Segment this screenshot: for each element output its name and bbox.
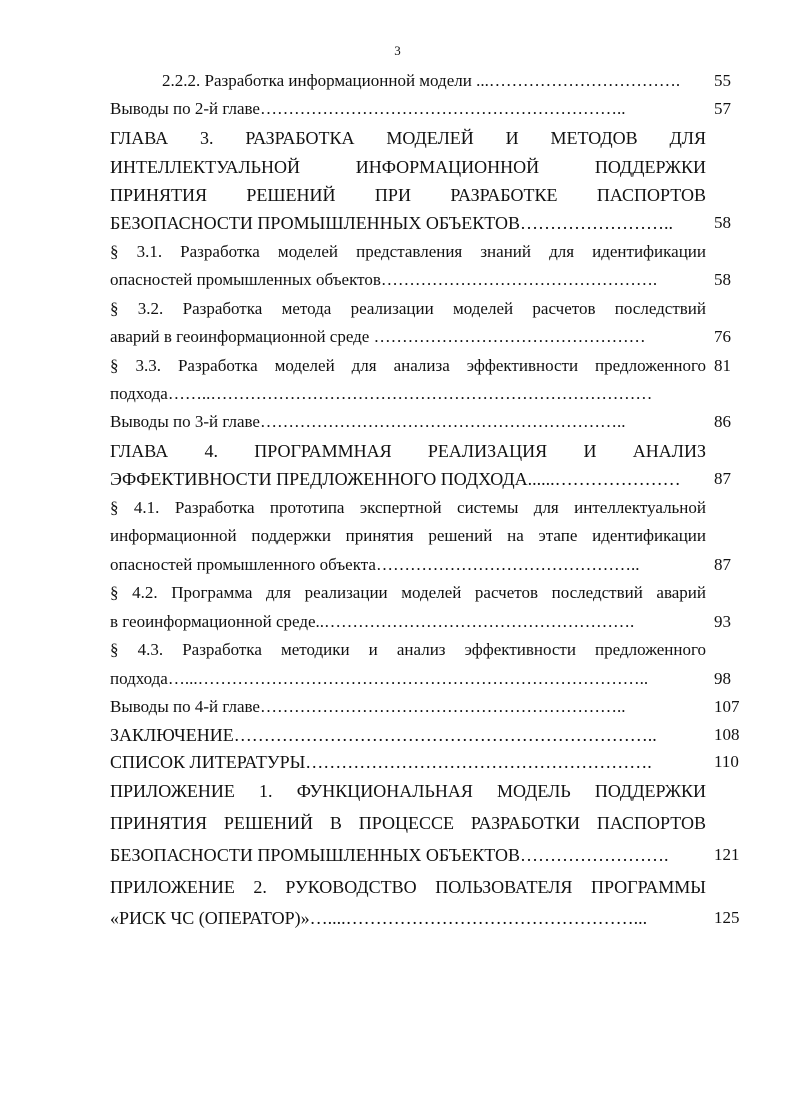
toc-page-number: 98 <box>714 669 731 688</box>
toc-appendix-2-title-line: ПРИЛОЖЕНИЕ 2. РУКОВОДСТВО ПОЛЬЗОВАТЕЛЯ ПРОГРАММЫ <box>110 877 706 897</box>
toc-page-number: 108 <box>714 725 740 744</box>
toc-page-number: 76 <box>714 327 731 346</box>
toc-entry-3-3: § 3.3. Разработка моделей для анализа эффективности предложенного <box>110 356 706 375</box>
toc-entry-4-3-cont: подхода…...…………………………………………………………………….. <box>110 669 649 688</box>
toc-entry-conclusions-ch2: Выводы по 2-й главе……………………………………………………….. <box>110 99 626 118</box>
toc-entry-3-3-cont: подхода……..…………………………………………………………………… <box>110 384 653 403</box>
toc-chapter-3-title-line: БЕЗОПАСНОСТИ ПРОМЫШЛЕННЫХ ОБЪЕКТОВ…………………….. <box>110 213 674 233</box>
toc-page-number: 107 <box>714 697 740 716</box>
toc-page-number: 110 <box>714 752 739 771</box>
page-number: 3 <box>394 43 401 58</box>
toc-page-number: 81 <box>714 356 731 375</box>
toc-entry-4-3: § 4.3. Разработка методики и анализ эффективности предложенного <box>110 640 706 659</box>
toc-page-number: 121 <box>714 845 740 864</box>
toc-entry-4-2-cont: в геоинформационной среде..………………………………………………. <box>110 612 635 631</box>
toc-entry-4-1-cont: опасностей промышленного объекта……………………………………….. <box>110 555 640 574</box>
toc-entry-4-2: § 4.2. Программа для реализации моделей расчетов последствий аварий <box>110 583 706 602</box>
toc-page-number: 55 <box>714 71 731 90</box>
toc-entry-3-2-cont: аварий в геоинформационной среде ………………………………………… <box>110 327 646 346</box>
toc-entry-conclusion: ЗАКЛЮЧЕНИЕ…………………………………………………………….. <box>110 725 657 745</box>
toc-entry-4-1-cont: информационной поддержки принятия решений на этапе идентификации <box>110 526 706 545</box>
toc-entry-conclusions-ch3: Выводы по 3-й главе……………………………………………………….. <box>110 412 626 431</box>
toc-chapter-4-title-line: ЭФФЕКТИВНОСТИ ПРЕДЛОЖЕННОГО ПОДХОДА......………………… <box>110 469 681 489</box>
toc-entry-3-1-cont: опасностей промышленных объектов…………………………………………. <box>110 270 658 289</box>
toc-appendix-2-title-line: «РИСК ЧС (ОПЕРАТОР)»…....…………………………………………... <box>110 908 648 928</box>
toc-page-number: 87 <box>714 469 731 488</box>
toc-entry-3-1: § 3.1. Разработка моделей представления знаний для идентификации <box>110 242 706 261</box>
toc-page-number: 86 <box>714 412 731 431</box>
toc-page-number: 58 <box>714 270 731 289</box>
toc-appendix-1-title-line: ПРИНЯТИЯ РЕШЕНИЙ В ПРОЦЕССЕ РАЗРАБОТКИ ПАСПОРТОВ <box>110 813 706 833</box>
toc-page-number: 57 <box>714 99 731 118</box>
toc-chapter-3-title-line: ГЛАВА 3. РАЗРАБОТКА МОДЕЛЕЙ И МЕТОДОВ ДЛЯ <box>110 128 706 148</box>
toc-page-number: 58 <box>714 213 731 232</box>
toc-appendix-1-title-line: БЕЗОПАСНОСТИ ПРОМЫШЛЕННЫХ ОБЪЕКТОВ……………………. <box>110 845 669 865</box>
toc-entry-conclusions-ch4: Выводы по 4-й главе……………………………………………………….. <box>110 697 626 716</box>
toc-page-number: 93 <box>714 612 731 631</box>
toc-chapter-3-title-line: ПРИНЯТИЯ РЕШЕНИЙ ПРИ РАЗРАБОТКЕ ПАСПОРТОВ <box>110 185 706 205</box>
toc-appendix-1-title-line: ПРИЛОЖЕНИЕ 1. ФУНКЦИОНАЛЬНАЯ МОДЕЛЬ ПОДДЕРЖКИ <box>110 781 706 801</box>
toc-page-number: 125 <box>714 908 740 927</box>
toc-chapter-4-title-line: ГЛАВА 4. ПРОГРАММНАЯ РЕАЛИЗАЦИЯ И АНАЛИЗ <box>110 441 706 461</box>
toc-entry-references: СПИСОК ЛИТЕРАТУРЫ…………………………………………………. <box>110 752 652 772</box>
toc-page-number: 87 <box>714 555 731 574</box>
toc-entry-3-2: § 3.2. Разработка метода реализации моделей расчетов последствий <box>110 299 706 318</box>
toc-entry-4-1: § 4.1. Разработка прототипа экспертной системы для интеллектуальной <box>110 498 706 517</box>
toc-entry-2-2-2: 2.2.2. Разработка информационной модели ...……………………………. <box>162 71 681 90</box>
toc-chapter-3-title-line: ИНТЕЛЛЕКТУАЛЬНОЙ ИНФОРМАЦИОННОЙ ПОДДЕРЖКИ <box>110 157 706 177</box>
